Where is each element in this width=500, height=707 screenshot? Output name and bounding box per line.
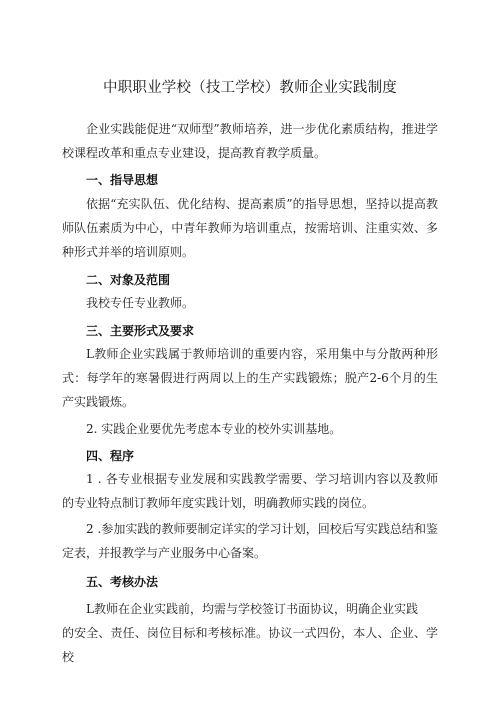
section-paragraph: L教师企业实践属于教师培训的重要内容，采用集中与分散两种形式：每学年的寒暑假进行两周以上的生产实践锻炼；脱产2-6个月的生产实践锻炼。 xyxy=(62,347,438,409)
section-heading-forms-requirements: 三、主要形式及要求 xyxy=(86,324,195,338)
section-paragraph: L教师在企业实践前，均需与学校签订书面协议，明确企业实践 xyxy=(86,602,418,616)
section-heading-procedure: 四、程序 xyxy=(86,449,135,463)
section-paragraph: 2 .参加实践的教师要制定详实的学习计划，回校后写实践总结和鉴定表，并报教学与产业服务中心备案。 xyxy=(62,522,438,560)
section-heading-guiding-ideology: 一、指导思想 xyxy=(86,173,159,187)
section-paragraph: 2. 实践企业要优先考虑本专业的校外实训基地。 xyxy=(86,422,342,436)
section-paragraph: 1 . 各专业根据专业发展和实践教学需要、学习培训内容以及教师的专业特点制订教师年度实践计划，明确教师实践的岗位。 xyxy=(62,472,438,510)
section-paragraph: 我校专任专业教师。 xyxy=(86,296,195,310)
document-title: 中职职业学校（技工学校）教师企业实践制度 xyxy=(103,80,397,96)
section-paragraph: 的安全、责任、岗位目标和考核标准。协议一式四份，本人、企业、学校 xyxy=(62,626,438,664)
section-paragraph: 依据“充实队伍、优化结构、提高素质”的指导思想，坚持以提高教师队伍素质为中心，中青年教师为培训重点，按需培训、注重实效、多种形式并举的培训原则。 xyxy=(62,197,438,259)
section-heading-assessment: 五、考核办法 xyxy=(86,575,159,589)
intro-paragraph: 企业实践能促进“双师型”教师培养，进一步优化素质结构，推进学校课程改革和重点专业建设，提高教育教学质量。 xyxy=(62,122,438,160)
section-heading-scope: 二、对象及范围 xyxy=(86,273,171,287)
